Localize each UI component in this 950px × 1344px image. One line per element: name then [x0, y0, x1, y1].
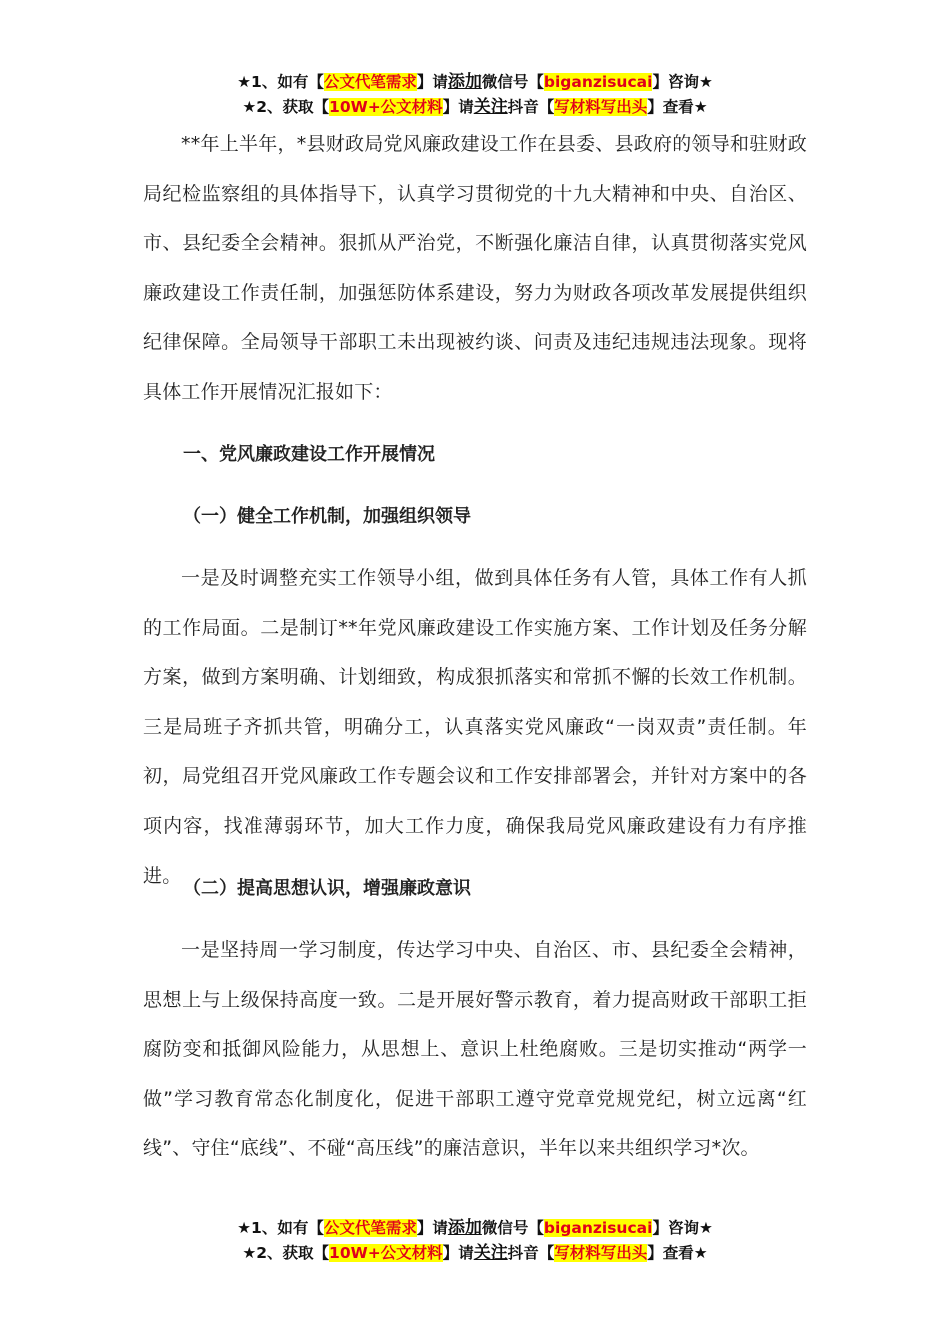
banner-text: 】查看★ [647, 98, 708, 116]
banner-line-2 [0, 95, 950, 120]
banner-underline: 添加 [447, 72, 482, 92]
subsection-1-paragraph: 一是及时调整充实工作领导小组，做到具体任务有人管，具体工作有人抓的工作局面。二是制订**年党风廉政建设工作实施方案、工作计划及任务分解方案，做到方案明确、计划细致，构成狠抓落实和常抓不懈的长效工作机制。三是局班子齐抓共管，明确分工，认真落实党风廉政“一岗双责”责任制。年初，局党组召开党风廉政工作专题会议和工作安排部署会，并针对方案中的各项内容，找准薄弱环节，加大工作力度，确保我局党风廉政建设有力有序推进。 [143, 567, 807, 887]
wechat-id-highlight: biganzisucai [543, 1219, 653, 1237]
banner-text: ★2、获取【 [242, 98, 330, 116]
banner-text: 】查看★ [647, 1244, 708, 1262]
banner-text: 】请 [442, 1244, 474, 1262]
top-banner [0, 70, 950, 120]
intro-paragraph: **年上半年，*县财政局党风廉政建设工作在县委、县政府的领导和驻财政局纪检监察组的具体指导下，认真学习贯彻党的十九大精神和中央、自治区、市、县纪委全会精神。狠抓从严治党，不断强化廉洁自律，认真贯彻落实党风廉政建设工作责任制，加强惩防体系建设，努力为财政各项改革发展提供组织纪律保障。全局领导干部职工未出现被约谈、问责及违纪违规违法现象。现将具体工作开展情况汇报如下： [143, 133, 807, 403]
banner-highlight: 10W+公文材料 [329, 1244, 443, 1262]
banner-underline: 关注 [473, 1243, 508, 1263]
banner-underline: 添加 [447, 1218, 482, 1238]
banner-text: 微信号【 [481, 1219, 544, 1237]
douyin-id-highlight: 写材料写出头 [554, 1244, 648, 1262]
banner-highlight: 10W+公文材料 [329, 98, 443, 116]
section-1-heading: 一、党风廉政建设工作开展情况 [183, 444, 435, 465]
banner-text: 抖音【 [507, 98, 555, 116]
banner-line-2 [0, 1241, 950, 1266]
wechat-id-highlight: biganzisucai [543, 73, 653, 91]
banner-text: ★1、如有【 [237, 73, 324, 91]
subsection-1-heading: （一）健全工作机制，加强组织领导 [183, 506, 471, 527]
banner-highlight: 公文代笔需求 [323, 73, 417, 91]
banner-line-1 [0, 1216, 950, 1241]
subsection-2-heading: （二）提高思想认识，增强廉政意识 [183, 878, 471, 899]
banner-text: 】请 [416, 1219, 448, 1237]
banner-text: 】请 [442, 98, 474, 116]
banner-line-1 [0, 70, 950, 95]
banner-text: 】请 [416, 73, 448, 91]
banner-highlight: 公文代笔需求 [323, 1219, 417, 1237]
douyin-id-highlight: 写材料写出头 [554, 98, 648, 116]
bottom-banner [0, 1216, 950, 1266]
subsection-2-paragraph: 一是坚持周一学习制度，传达学习中央、自治区、市、县纪委全会精神，思想上与上级保持高度一致。二是开展好警示教育，着力提高财政干部职工拒腐防变和抵御风险能力，从思想上、意识上杜绝腐败。三是切实推动“两学一做”学习教育常态化制度化，促进干部职工遵守党章党规党纪，树立远离“红线”、守住“底线”、不碰“高压线”的廉洁意识，半年以来共组织学习*次。 [143, 939, 807, 1160]
banner-text: ★1、如有【 [237, 1219, 324, 1237]
banner-text: ★2、获取【 [242, 1244, 330, 1262]
banner-underline: 关注 [473, 97, 508, 117]
banner-text: 】咨询★ [652, 73, 713, 91]
banner-text: 抖音【 [507, 1244, 555, 1262]
banner-text: 微信号【 [481, 73, 544, 91]
banner-text: 】咨询★ [652, 1219, 713, 1237]
